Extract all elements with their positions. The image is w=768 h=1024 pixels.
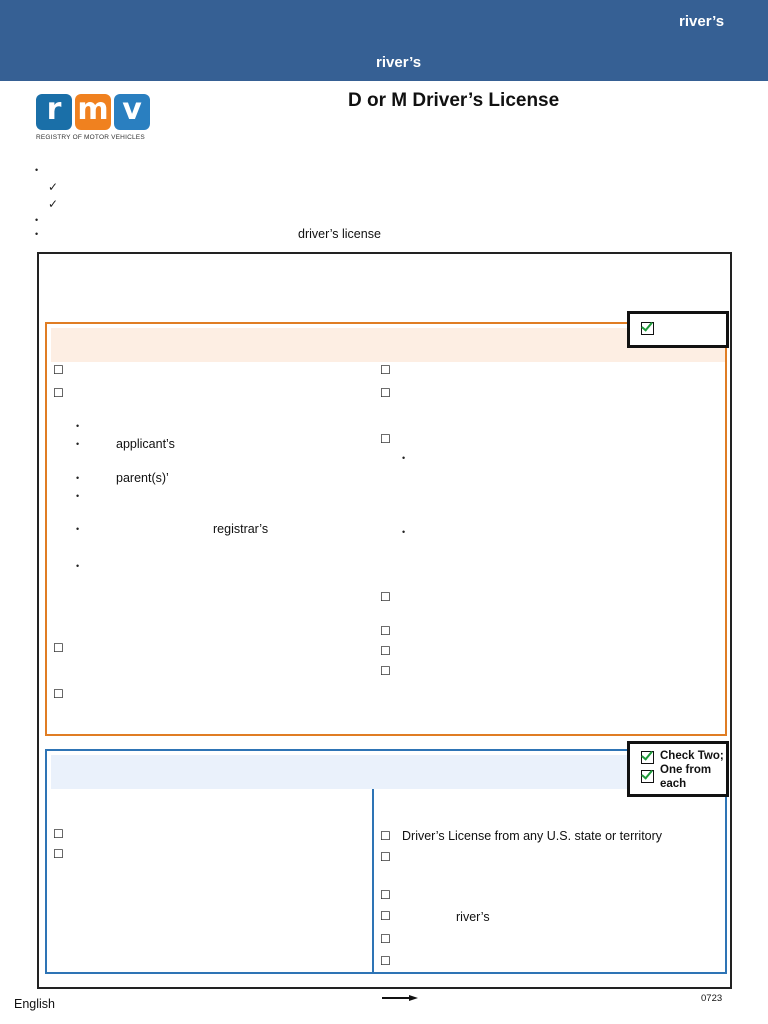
check-two-text xyxy=(660,749,724,791)
form-revision-code: 0723 xyxy=(701,993,723,1004)
left-bullet-6: • xyxy=(76,561,80,571)
green-check-icon xyxy=(641,322,654,335)
intro-check-2: ✓ xyxy=(48,197,59,211)
section-residency-header-band xyxy=(51,755,725,789)
rivers-text: river’s xyxy=(456,910,490,924)
checkbox-residency-right-1[interactable]: ☐ xyxy=(380,829,391,843)
section-identity-header-band xyxy=(51,328,725,362)
section-residency-column-divider xyxy=(372,789,374,974)
checkbox-left-3[interactable]: ☐ xyxy=(53,641,64,655)
check-two-tag xyxy=(627,741,729,797)
banner-text-top: river’s xyxy=(679,13,725,30)
green-check-icon xyxy=(641,770,654,783)
checkbox-right-2[interactable]: ☐ xyxy=(380,386,391,400)
parents-text: parent(s)’ xyxy=(116,471,169,485)
checkbox-right-6[interactable]: ☐ xyxy=(380,644,391,658)
checkbox-right-4[interactable]: ☐ xyxy=(380,590,391,604)
header-banner xyxy=(0,0,768,81)
check-one-tag xyxy=(627,311,729,348)
checkbox-left-1[interactable]: ☐ xyxy=(53,363,64,377)
logo-letter-m: m xyxy=(75,94,111,130)
page-title: D or M Driver’s License xyxy=(348,90,560,111)
left-bullet-2: • xyxy=(76,439,80,449)
checkbox-residency-right-4[interactable]: ☐ xyxy=(380,909,391,923)
registrars-text: registrar’s xyxy=(213,522,269,536)
checkbox-residency-right-3[interactable]: ☐ xyxy=(380,888,391,902)
intro-drivers-license-text: driver’s license xyxy=(298,227,381,241)
checkbox-residency-right-2[interactable]: ☐ xyxy=(380,850,391,864)
intro-bullet-1: • xyxy=(35,165,39,175)
check-two-line-3: each xyxy=(660,778,687,790)
checkbox-right-7[interactable]: ☐ xyxy=(380,664,391,678)
left-bullet-3: • xyxy=(76,473,80,483)
logo-letter-v: v xyxy=(114,94,150,130)
logo-letter-r: r xyxy=(36,94,72,130)
applicants-text: applicant’s xyxy=(116,437,175,451)
checkbox-residency-left-1[interactable]: ☐ xyxy=(53,827,64,841)
green-check-icon xyxy=(641,751,654,764)
left-bullet-5: • xyxy=(76,524,80,534)
checkbox-residency-left-2[interactable]: ☐ xyxy=(53,847,64,861)
checkbox-residency-right-6[interactable]: ☐ xyxy=(380,954,391,968)
intro-bullet-3: • xyxy=(35,229,39,239)
check-two-line-2: One from xyxy=(660,764,712,776)
next-page-arrow-icon xyxy=(382,995,418,1001)
checkbox-right-3[interactable]: ☐ xyxy=(380,432,391,446)
us-drivers-license-text: Driver’s License from any U.S. state or territory xyxy=(402,829,663,843)
checkbox-residency-right-5[interactable]: ☐ xyxy=(380,932,391,946)
intro-bullet-2: • xyxy=(35,215,39,225)
right-bullet-1: • xyxy=(402,453,406,463)
checkbox-left-4[interactable]: ☐ xyxy=(53,687,64,701)
left-bullet-1: • xyxy=(76,421,80,431)
left-bullet-4: • xyxy=(76,491,80,501)
intro-check-1: ✓ xyxy=(48,180,59,194)
right-bullet-2: • xyxy=(402,527,406,537)
check-two-line-1: Check Two; xyxy=(660,750,724,762)
checkbox-right-5[interactable]: ☐ xyxy=(380,624,391,638)
checkbox-right-1[interactable]: ☐ xyxy=(380,363,391,377)
checkbox-left-2[interactable]: ☐ xyxy=(53,386,64,400)
footer-language[interactable]: English xyxy=(14,997,55,1011)
banner-text-center: river’s xyxy=(376,54,422,71)
rmv-logo xyxy=(36,94,152,144)
logo-tagline: REGISTRY OF MOTOR VEHICLES xyxy=(36,134,145,141)
